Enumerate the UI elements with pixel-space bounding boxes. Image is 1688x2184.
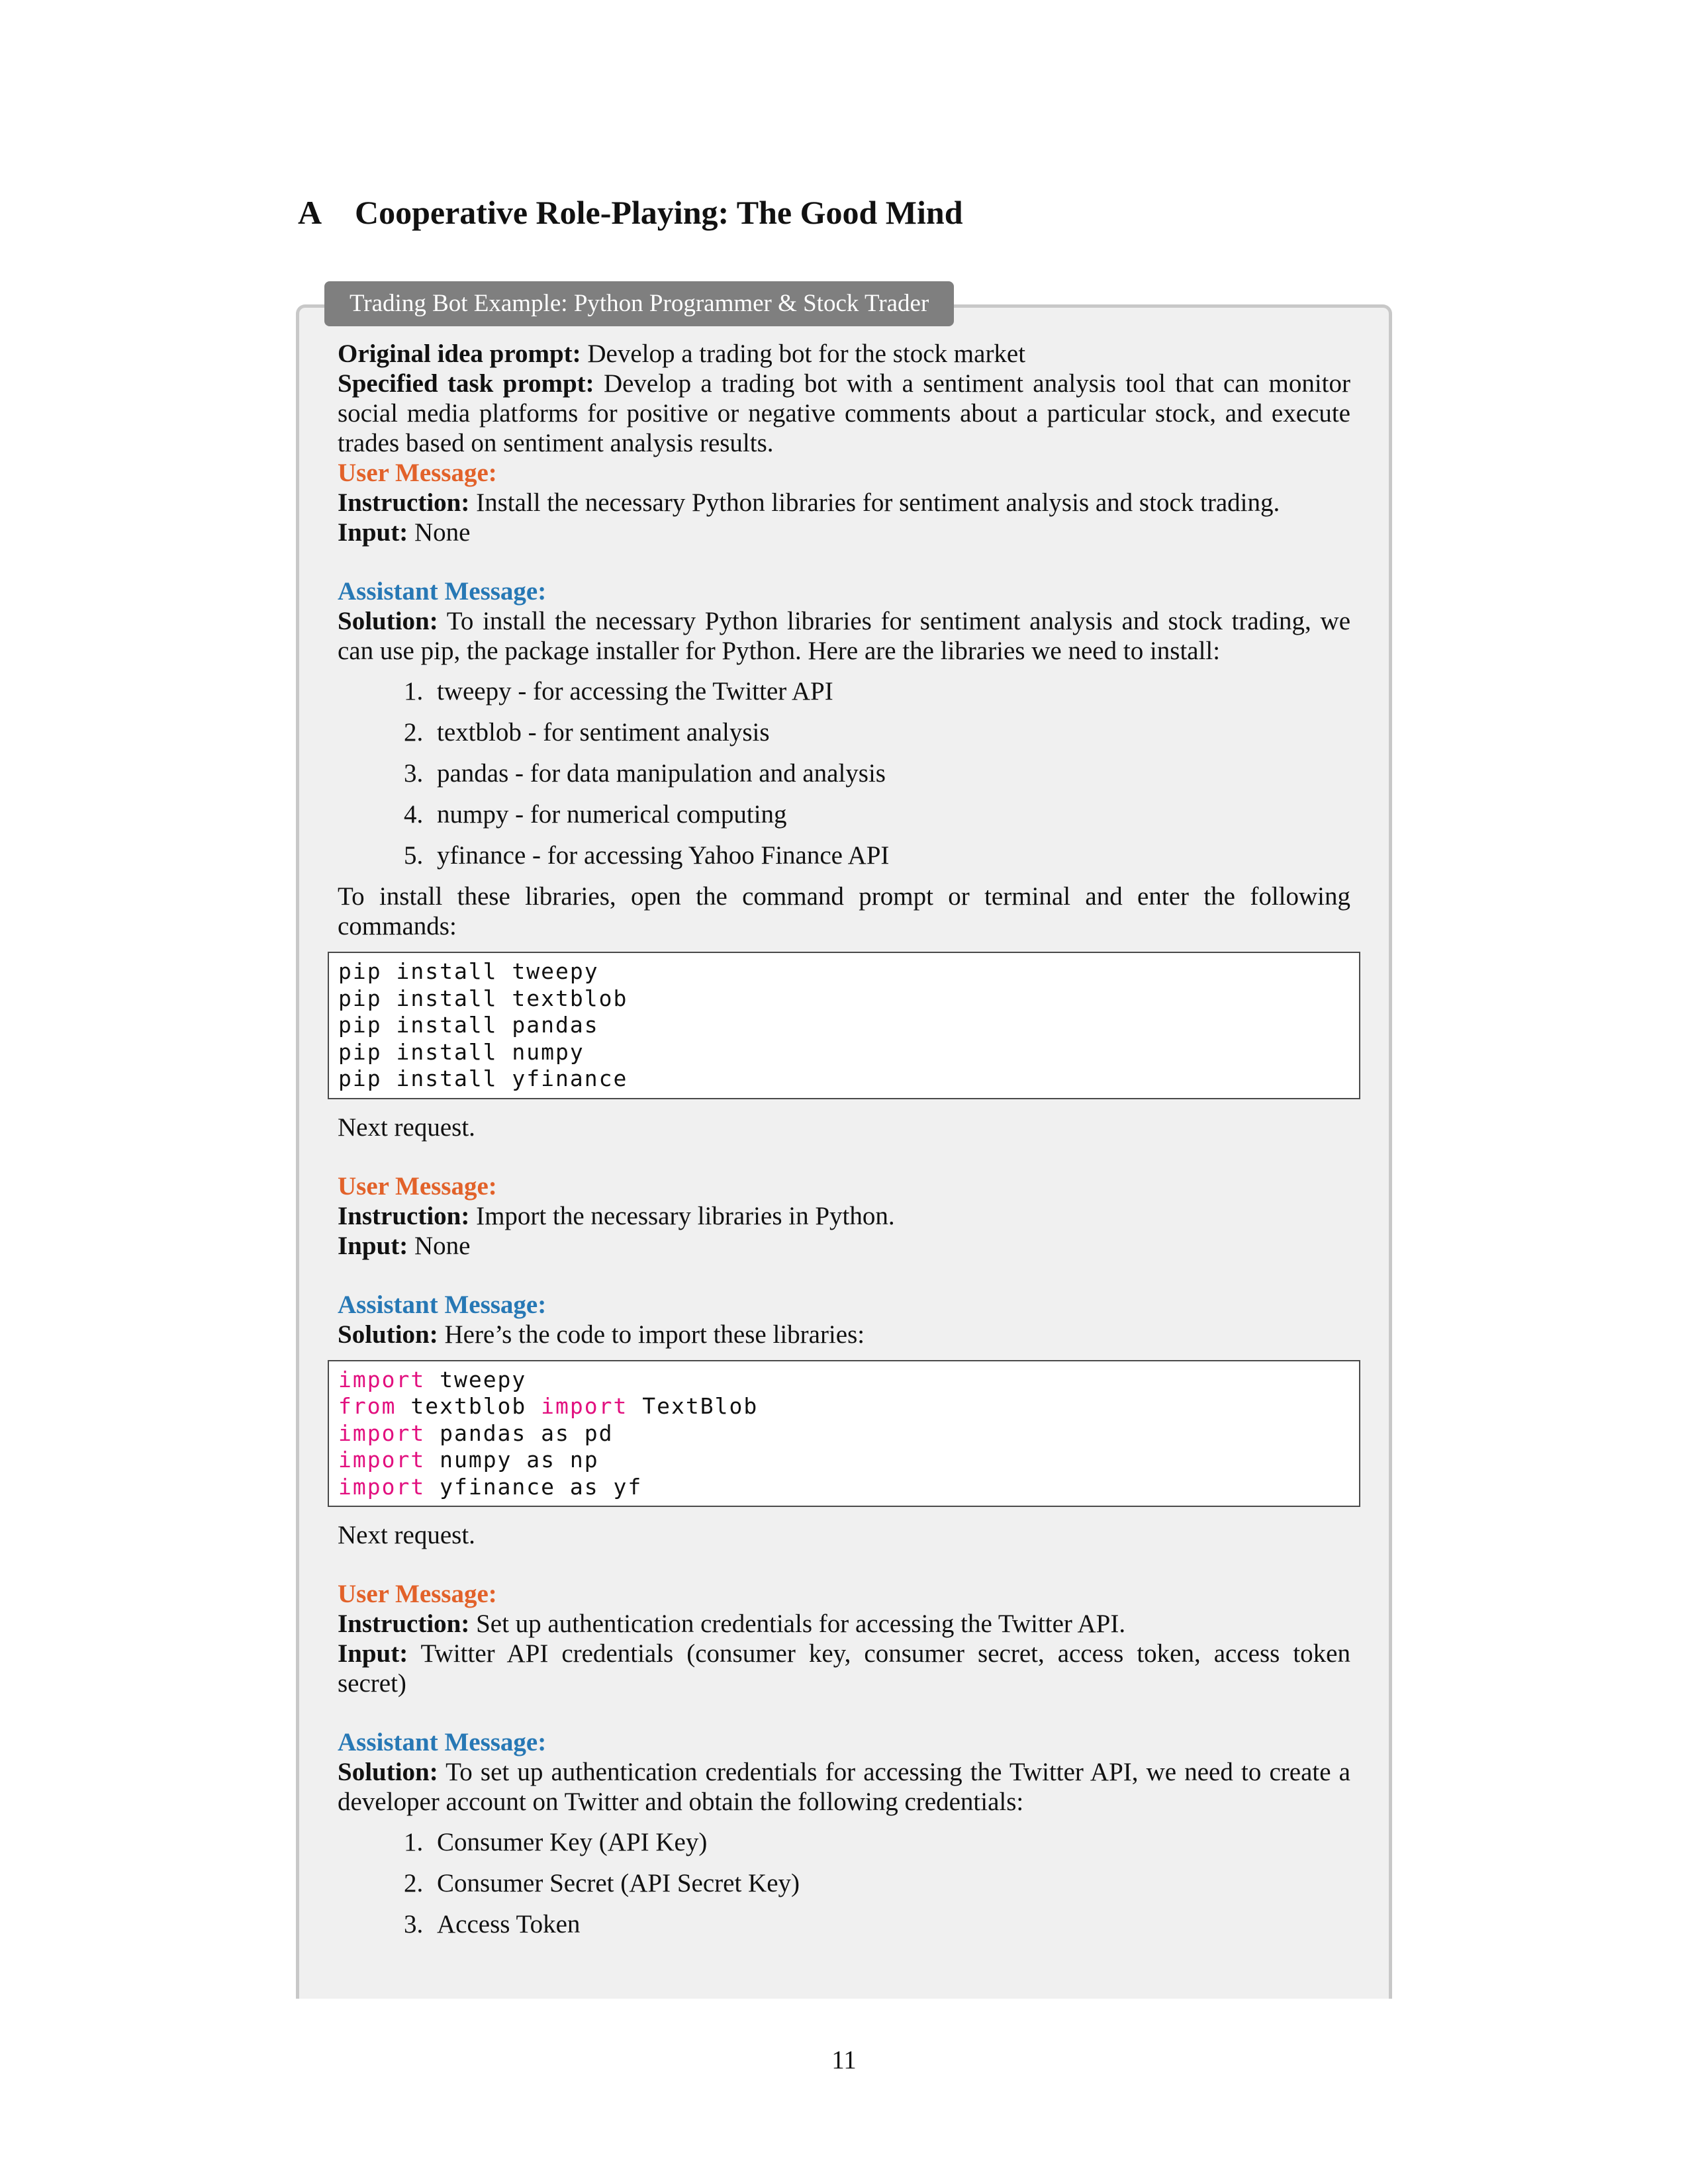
solution-text: To install the necessary Python libraries for sentiment analysis and stock trading, we can use pip, the package installer for Python. Here are the libraries we need to install:	[338, 607, 1351, 665]
list-item: 4. numpy - for numerical computing	[404, 800, 787, 829]
solution-text: To set up authentication credentials for accessing the Twitter API, we need to create a developer account on Twitter and obtain the following credentials:	[338, 1758, 1350, 1816]
solution	[338, 1320, 1350, 1349]
specified-task-label: Specified task prompt:	[338, 369, 594, 398]
section-heading	[298, 193, 963, 232]
code-line: pip install tweepy	[338, 958, 599, 984]
original-idea-text: Develop a trading bot for the stock market	[587, 340, 1026, 368]
instruction	[338, 1201, 1350, 1231]
list-item: 1. tweepy - for accessing the Twitter API	[404, 677, 833, 705]
code-line: import pandas as pd	[338, 1420, 614, 1446]
credentials-list	[338, 1822, 1350, 1945]
input-text: None	[414, 518, 471, 547]
import-code-block	[328, 1360, 1360, 1508]
solution-label: Solution:	[338, 1758, 438, 1786]
next-request: Next request.	[338, 1113, 475, 1142]
user-message-label: User Message:	[338, 1580, 497, 1608]
original-idea	[338, 339, 1350, 369]
input-label: Input:	[338, 1231, 408, 1260]
solution-label: Solution:	[338, 1320, 438, 1349]
page-number: 11	[831, 2046, 857, 2074]
list-item: 1. Consumer Key (API Key)	[404, 1828, 708, 1856]
input	[338, 518, 1350, 547]
list-item: 2. textblob - for sentiment analysis	[404, 718, 770, 747]
original-idea-label: Original idea prompt:	[338, 340, 581, 368]
code-line: from textblob import TextBlob	[338, 1393, 759, 1419]
code-line: import tweepy	[338, 1366, 527, 1392]
solution	[338, 1757, 1350, 1817]
instruction-label: Instruction:	[338, 1201, 470, 1230]
input-text: Twitter API credentials (consumer key, consumer secret, access token, access token secret)	[338, 1639, 1350, 1698]
instruction	[338, 1609, 1350, 1639]
code-line: import numpy as np	[338, 1447, 599, 1473]
input	[338, 1231, 1350, 1261]
list-item: 2. Consumer Secret (API Secret Key)	[404, 1869, 800, 1897]
list-item: 3. pandas - for data manipulation and analysis	[404, 759, 886, 788]
input-text: None	[414, 1231, 471, 1260]
input	[338, 1639, 1350, 1698]
example-content	[338, 339, 1350, 1945]
instruction-text: Set up authentication credentials for accessing the Twitter API.	[476, 1610, 1126, 1638]
solution	[338, 606, 1350, 666]
input-label: Input:	[338, 518, 408, 547]
code-line: import yfinance as yf	[338, 1473, 643, 1500]
code-line: pip install pandas	[338, 1012, 599, 1038]
input-label: Input:	[338, 1639, 408, 1668]
user-message-label: User Message:	[338, 459, 497, 487]
instruction-text: Install the necessary Python libraries for sentiment analysis and stock trading.	[476, 488, 1280, 517]
section-title: Cooperative Role-Playing: The Good Mind	[355, 194, 963, 231]
instruction-text: Import the necessary libraries in Python.	[476, 1201, 895, 1230]
list-item: 3. Access Token	[404, 1910, 581, 1938]
assistant-message-label: Assistant Message:	[338, 1728, 547, 1756]
install-instructions: To install these libraries, open the command prompt or terminal and enter the following commands:	[338, 882, 1350, 940]
instruction-label: Instruction:	[338, 488, 470, 517]
instruction-label: Instruction:	[338, 1610, 470, 1638]
code-line: pip install textblob	[338, 985, 628, 1011]
solution-label: Solution:	[338, 607, 438, 635]
instruction	[338, 488, 1350, 518]
assistant-message-label: Assistant Message:	[338, 1290, 547, 1319]
specified-task	[338, 369, 1350, 458]
code-line: pip install numpy	[338, 1038, 585, 1065]
library-list	[338, 671, 1350, 876]
assistant-message-label: Assistant Message:	[338, 577, 547, 606]
box-title: Trading Bot Example: Python Programmer & Stock Trader	[324, 281, 954, 326]
section-number: A	[298, 194, 322, 231]
install-code-block	[328, 952, 1360, 1099]
user-message-label: User Message:	[338, 1171, 497, 1201]
specified-task-text: Develop a trading bot with a sentiment analysis tool that can monitor social media platforms for positive or negative comments about a particular stock, and execute trades based on sentiment analysis results.	[338, 369, 1350, 457]
code-line: pip install yfinance	[338, 1066, 628, 1091]
list-item: 5. yfinance - for accessing Yahoo Finance API	[404, 841, 890, 870]
next-request: Next request.	[338, 1521, 475, 1549]
solution-text: Here’s the code to import these libraries:	[444, 1320, 865, 1349]
